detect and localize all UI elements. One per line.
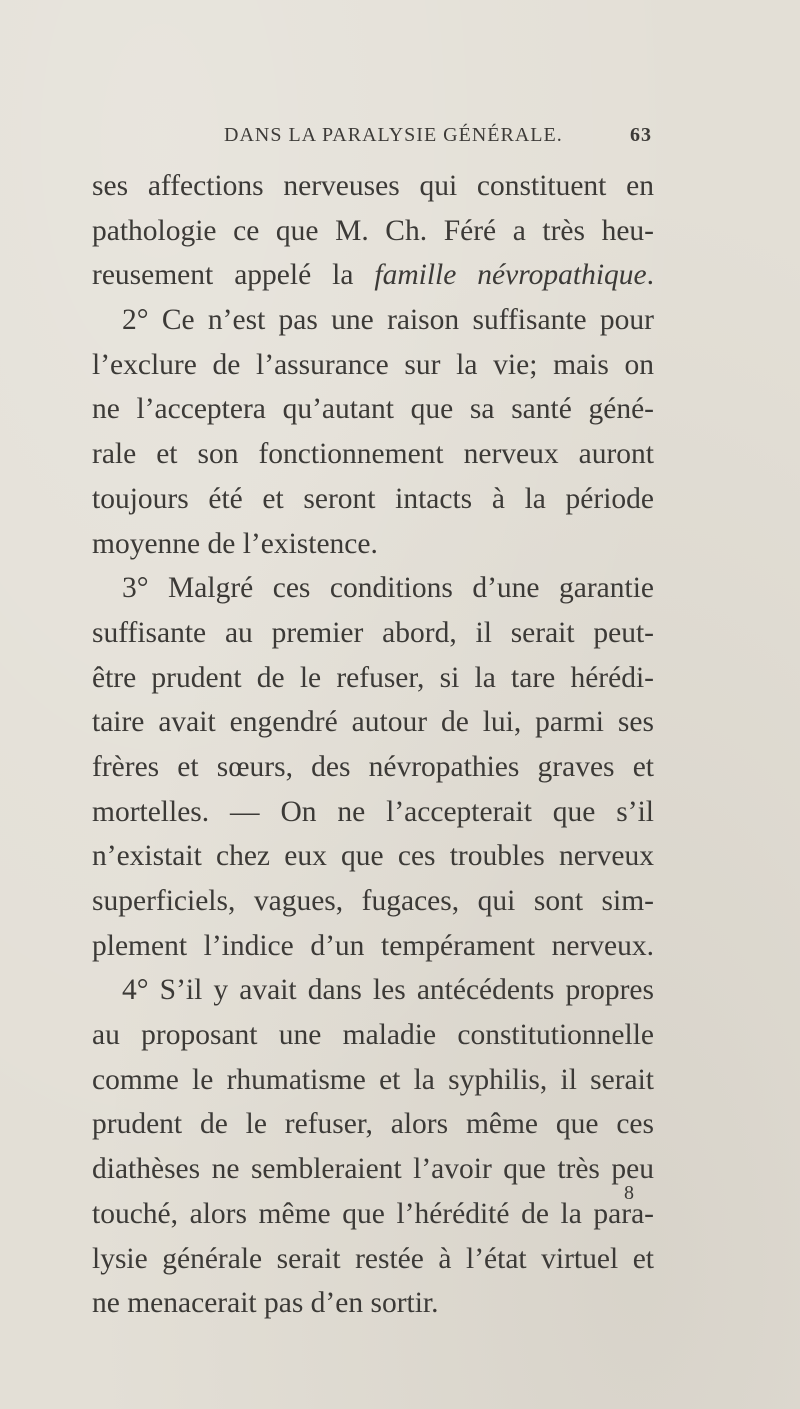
signature-mark: 8 bbox=[624, 1182, 634, 1204]
text-line: l’exclure de l’assurance sur la vie; mais on bbox=[92, 348, 654, 381]
text-line: toujours été et seront intacts à la période bbox=[92, 482, 654, 515]
text-line: touché, alors même que l’hérédité de la para- bbox=[92, 1197, 654, 1230]
text-line: suffisante au premier abord, il serait peut- bbox=[92, 616, 654, 649]
text-line: diathèses ne sembleraient l’avoir que très peu bbox=[92, 1153, 654, 1186]
text-line: ne menacerait pas d’en sortir. bbox=[92, 1287, 439, 1320]
text-line: reusement appelé la famille névropathique. bbox=[92, 259, 654, 292]
text-line: être prudent de le refuser, si la tare hérédi- bbox=[92, 661, 654, 694]
text-line: superficiels, vagues, fugaces, qui sont sim- bbox=[92, 885, 654, 917]
text-line: pathologie ce que M. Ch. Féré a très heu- bbox=[92, 214, 654, 247]
text-line: comme le rhumatisme et la syphilis, il serait bbox=[92, 1063, 654, 1096]
text-line: ne l’acceptera qu’autant que sa santé géné- bbox=[92, 393, 654, 426]
text-line: 3° Malgré ces conditions d’une garantie bbox=[122, 572, 654, 605]
text-line: rale et son fonctionnement nerveux auront bbox=[92, 438, 654, 471]
page-header bbox=[224, 124, 652, 154]
running-title: DANS LA PARALYSIE GÉNÉRALE. bbox=[224, 124, 563, 146]
page-number: 63 bbox=[630, 124, 652, 146]
text-line: frères et sœurs, des névropathies graves et bbox=[92, 750, 654, 783]
text-line: moyenne de l’existence. bbox=[92, 527, 378, 560]
text-line: taire avait engendré autour de lui, parmi ses bbox=[92, 706, 654, 739]
text-line: plement l’indice d’un tempérament nerveux. bbox=[92, 929, 654, 962]
text-line: 2° Ce n’est pas une raison suffisante pour bbox=[122, 304, 654, 337]
text-line: 4° S’il y avait dans les antécédents propres bbox=[122, 974, 654, 1007]
text-line: n’existait chez eux que ces troubles nerveux bbox=[92, 840, 654, 873]
body-text bbox=[92, 164, 654, 1326]
text-line: prudent de le refuser, alors même que ces bbox=[92, 1108, 654, 1141]
text-line: au proposant une maladie constitutionnelle bbox=[92, 1019, 654, 1052]
italic-term: famille névropathique bbox=[374, 259, 647, 292]
text-line: ses affections nerveuses qui constituent en bbox=[92, 170, 654, 202]
text-line: mortelles. — On ne l’accepterait que s’il bbox=[92, 795, 654, 828]
text-line: lysie générale serait restée à l’état virtuel et bbox=[92, 1242, 654, 1275]
